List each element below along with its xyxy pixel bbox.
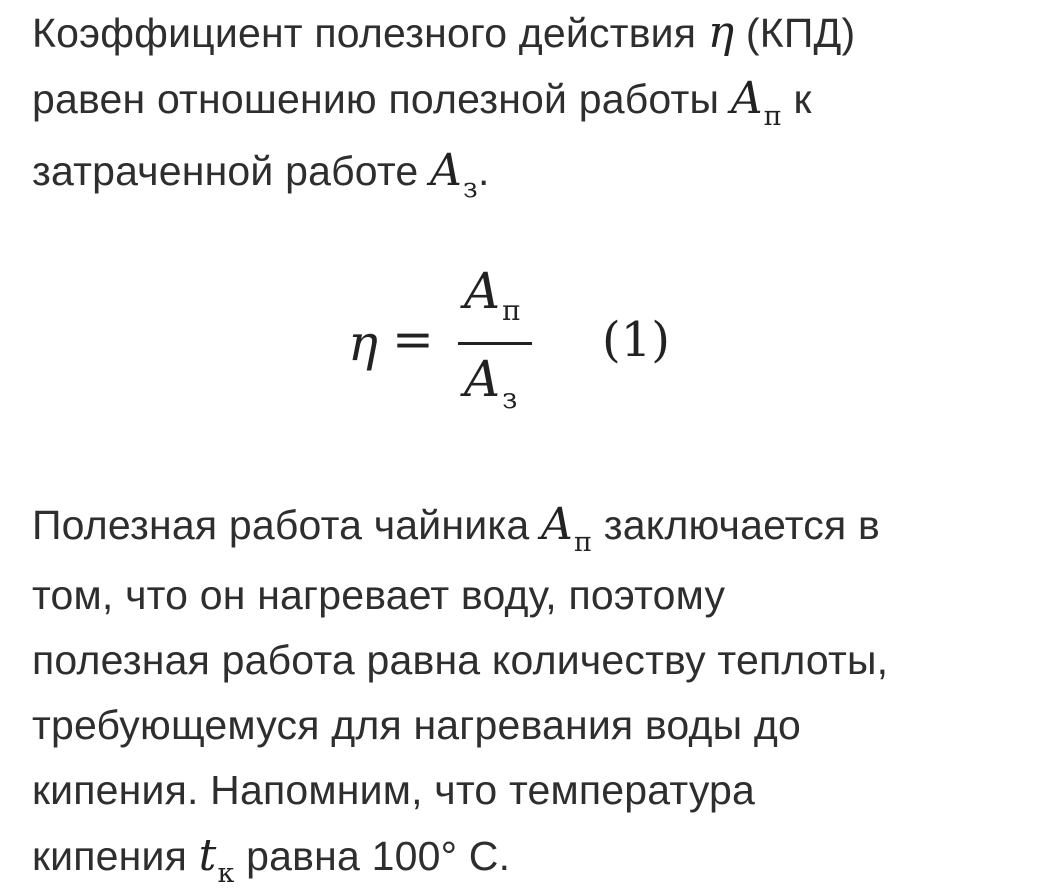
fraction-bar [458, 342, 532, 345]
spent-work-symbol [430, 145, 478, 204]
variable-subscript: п [763, 101, 782, 132]
variable-letter: t [198, 830, 217, 881]
kettle-text: кипения [32, 833, 199, 879]
efficiency-definition-paragraph [32, 0, 1022, 210]
variable-subscript: п [573, 527, 593, 558]
variable-subscript: к [217, 858, 235, 889]
variable-letter: A [464, 262, 501, 320]
kettle-text: заключается в [592, 502, 880, 548]
useful-work-symbol [730, 73, 782, 132]
definition-text: равен отношению полезной работы [32, 76, 731, 122]
definition-text: к [781, 76, 812, 122]
kettle-line-2: том, что он нагревает воду, поэтому [32, 572, 726, 618]
boiling-temperature-symbol [198, 830, 235, 889]
formula-eta: η [348, 314, 378, 372]
formula-equals: = [392, 310, 434, 368]
formula-denominator [464, 350, 518, 415]
variable-letter: A [540, 499, 573, 550]
variable-subscript: п [502, 294, 521, 327]
definition-text: (КПД) [734, 10, 856, 56]
kettle-line-3: полезная работа равна количеству теплоты, [32, 637, 889, 683]
kettle-line-6 [32, 823, 1022, 894]
variable-subscript: з [502, 382, 518, 415]
kettle-work-paragraph [32, 492, 1022, 894]
kettle-line-4: требующемуся для нагревания воды до [32, 702, 802, 748]
eta-symbol: η [707, 7, 735, 58]
formula-numerator [464, 262, 521, 327]
variable-letter: A [464, 350, 501, 408]
useful-work-symbol [540, 499, 593, 558]
definition-text: Коэффициент полезного действия [32, 10, 708, 56]
kettle-line-5: кипения. Напомним, что температура [32, 767, 756, 813]
equation-number: (1) [602, 312, 670, 368]
efficiency-formula [0, 262, 1040, 422]
kettle-text: Полезная работа чайника [32, 502, 541, 548]
variable-letter: A [430, 145, 463, 196]
variable-letter: A [730, 73, 763, 124]
definition-line-2 [32, 66, 1022, 138]
definition-text: . [477, 148, 490, 194]
definition-line-1 [32, 0, 1022, 66]
definition-text: затраченной работе [32, 148, 431, 194]
kettle-line-1 [32, 492, 1022, 563]
definition-line-3 [32, 138, 1022, 210]
variable-subscript: з [463, 173, 478, 204]
kettle-text: равна 100° С. [234, 833, 511, 879]
